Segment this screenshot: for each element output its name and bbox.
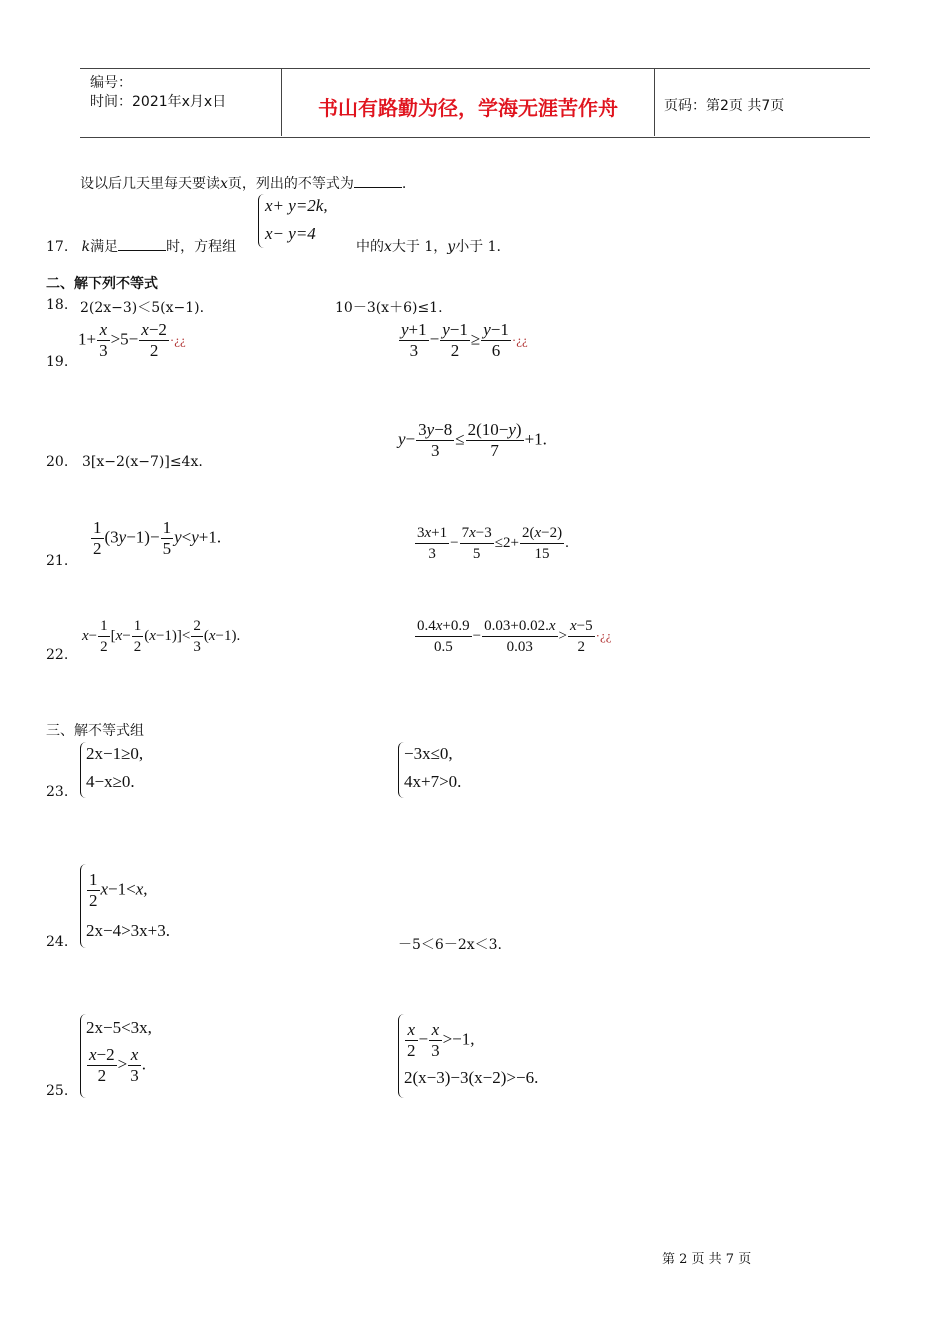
q22-right: $\frac{0.4x+0.9}{0.5}$ − $\frac{0.03+0.02.x}{0.03}$ > $\frac{x-5}{2}$ ·¿¿ bbox=[417, 618, 612, 655]
q23-left-1: 2x−1≥0, bbox=[86, 744, 144, 763]
q21-left: $\frac{1}{2}$ (3y−1)− $\frac{1}{5}$ y<y+1. bbox=[93, 518, 222, 558]
q17-brace bbox=[258, 194, 265, 248]
header-divider bbox=[654, 68, 655, 136]
q24-left-2: 2x−4>3x+3. bbox=[86, 921, 171, 940]
q19-num: 19. bbox=[46, 354, 69, 370]
motto: 书山有路勤为径，学海无涯苦作舟 bbox=[318, 96, 618, 120]
q19-right: $\frac{y+1}{3}$ − $\frac{y-1}{2}$ ≥ $\frac{y-1}{6}$ ·¿¿ bbox=[401, 320, 528, 360]
q20-right: y− $\frac{3y-8}{3}$ ≤ $\frac{2(10-y)}{7}$ +1. bbox=[398, 420, 547, 460]
q23-right-2: 4x+7>0. bbox=[404, 772, 462, 791]
q18-left: 2(2x−3)＜5(x−1). bbox=[80, 300, 205, 316]
page-footer: 第 2 页 共 7 页 bbox=[662, 1252, 752, 1267]
serial-label: 编号： bbox=[90, 75, 132, 91]
q20-num: 20. bbox=[46, 454, 69, 470]
q22-left: x− $\frac{1}{2}$ [x− $\frac{1}{2}$ (x−1)]< $\frac{2}{3}$ (x−1). bbox=[82, 618, 241, 655]
section-title: 三、解不等式组 bbox=[46, 723, 144, 739]
q17-tail: 中的x大于 1，y小于 1. bbox=[356, 239, 501, 255]
q18-right: 10－3(x＋6)≤1. bbox=[335, 300, 443, 316]
q25-left-1: 2x−5<3x, bbox=[86, 1018, 152, 1037]
q20-left: 3[x−2(x−7)]≤4x. bbox=[82, 454, 203, 470]
q22-num: 22. bbox=[46, 647, 69, 663]
q25-right-1: $\frac{x}{2}$ − $\frac{x}{3}$ >−1, bbox=[407, 1020, 475, 1060]
q17-text: 17. k满足 时，方程组 bbox=[46, 239, 237, 255]
q16-text: 设以后几天里每天要读x页，列出的不等式为 . bbox=[80, 176, 407, 192]
page-info: 页码：第2页 共7页 bbox=[664, 98, 785, 114]
q17-eq1: x+ y=2k, bbox=[265, 196, 328, 215]
q23-right-1: −3x≤0, bbox=[404, 744, 453, 763]
q25-right-2: 2(x−3)−3(x−2)>−6. bbox=[404, 1068, 539, 1087]
q18-num: 18. bbox=[46, 297, 69, 313]
q24-num: 24. bbox=[46, 934, 69, 950]
q23-num: 23. bbox=[46, 784, 69, 800]
q19-left: 1+ $\frac{x}{3}$ >5− $\frac{x-2}{2}$ ·¿¿ bbox=[78, 320, 186, 360]
q21-right: $\frac{3x+1}{3}$ − $\frac{7x-3}{5}$ ≤2+ $\frac{2(x-2)}{15}$ . bbox=[417, 525, 569, 562]
q23-left-2: 4−x≥0. bbox=[86, 772, 135, 791]
time-label: 时间：2021年x月x日 bbox=[90, 94, 227, 110]
q21-num: 21. bbox=[46, 553, 69, 569]
q24-right: －5＜6－2x＜3. bbox=[398, 937, 502, 953]
q17-eq2: x− y=4 bbox=[265, 224, 316, 243]
q24-left-1: $\frac{1}{2}$ x−1<x, bbox=[89, 870, 148, 910]
section-title: 二、解下列不等式 bbox=[46, 276, 158, 292]
q25-num: 25. bbox=[46, 1083, 69, 1099]
q25-left-2: $\frac{x-2}{2}$ > $\frac{x}{3}$ . bbox=[89, 1045, 146, 1085]
